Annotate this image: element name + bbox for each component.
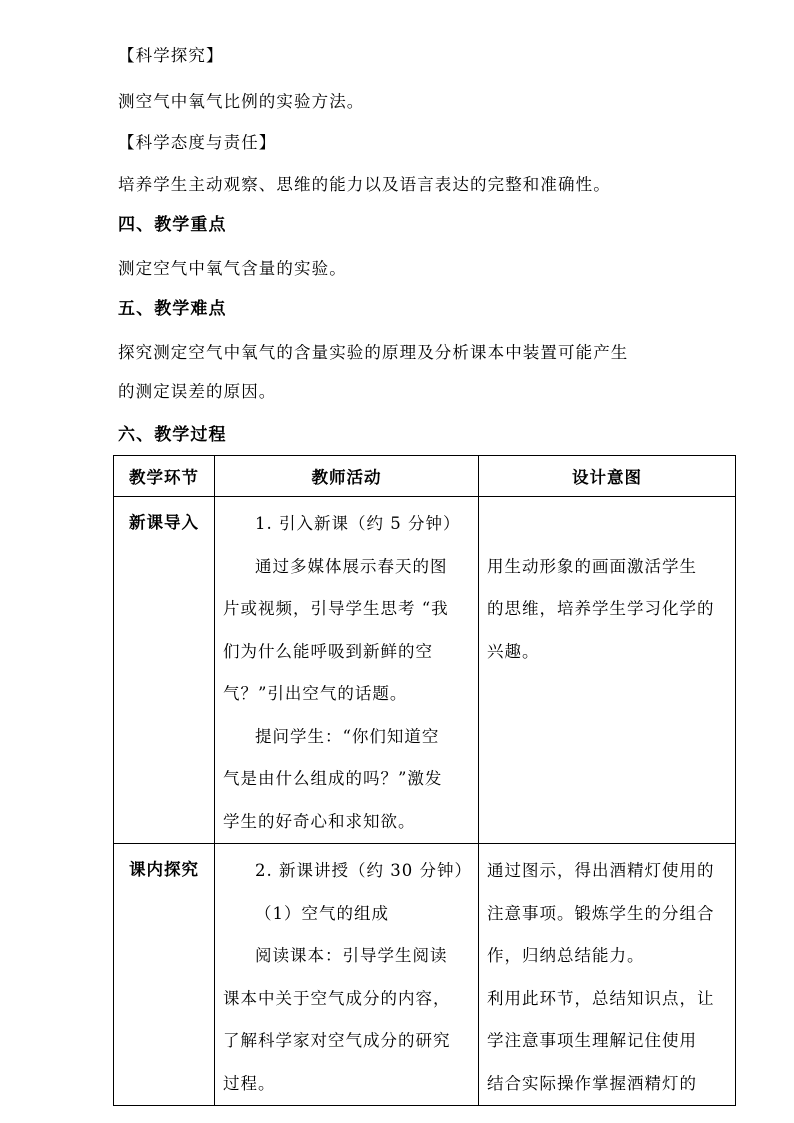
science-attitude-text: 培养学生主动观察、思维的能力以及语言表达的完整和准确性。 (118, 175, 611, 194)
process-heading: 六、教学过程 (118, 425, 227, 445)
intent-line: 作，归纳总结能力。 (487, 946, 645, 965)
intent-line: 通过图示，得出酒精灯使用的 (487, 861, 715, 880)
intent-line: 学注意事项生理解记住使用 (487, 1031, 697, 1050)
teaching-process-table (113, 455, 736, 1106)
activity-line: 了解科学家对空气成分的研究 (223, 1031, 451, 1050)
activity-line: 过程。 (223, 1073, 276, 1093)
table-row (114, 497, 736, 844)
activity-line: 气是由什么组成的吗？”激发 (223, 769, 443, 788)
activity-line: 们为什么能呼吸到新鲜的空 (223, 641, 433, 661)
header-stage: 教学环节 (114, 456, 215, 497)
intent-line: 兴趣。 (487, 641, 540, 661)
intent-line: 结合实际操作掌握酒精灯的 (487, 1073, 697, 1093)
difficulty-heading: 五、教学难点 (118, 299, 227, 319)
key-point-text: 测定空气中氧气含量的实验。 (118, 259, 347, 278)
intent-line: 利用此环节，总结知识点，让 (487, 988, 715, 1008)
intent-line: 注意事项。锻炼学生的分组合 (487, 903, 715, 923)
science-inquiry-heading: 【科学探究】 (118, 46, 224, 65)
difficulty-text-line-1: 探究测定空气中氧气的含量实验的原理及分析课本中装置可能产生 (118, 343, 629, 362)
difficulty-text-line-2: 的测定误差的原因。 (118, 382, 277, 401)
design-intent-cell (479, 844, 736, 1106)
intent-line (487, 503, 727, 546)
activity-line: 课本中关于空气成分的内容， (223, 988, 451, 1008)
activity-line: 2. 新课讲授（约 30 分钟） (255, 861, 472, 880)
activity-line: 片或视频，引导学生思考 “我 (223, 599, 449, 618)
activity-line: 1. 引入新课（约 5 分钟） (255, 514, 461, 533)
teacher-activity-cell (215, 844, 479, 1106)
activity-line: 阅读课本：引导学生阅读 (255, 946, 448, 965)
table-row (114, 844, 736, 1106)
design-intent-cell (479, 497, 736, 844)
activity-line: 学生的好奇心和求知欲。 (223, 811, 416, 831)
header-teacher-activity: 教师活动 (215, 456, 479, 497)
header-design-intent: 设计意图 (479, 456, 736, 497)
science-attitude-heading: 【科学态度与责任】 (118, 133, 277, 152)
activity-line: 提问学生：“你们知道空 (255, 726, 440, 746)
activity-line: 气？”引出空气的话题。 (223, 684, 408, 703)
intent-line: 用生动形象的画面激活学生 (487, 556, 697, 576)
activity-line: （1）空气的组成 (255, 903, 389, 923)
intent-line: 的思维，培养学生学习化学的 (487, 599, 715, 618)
stage-cell: 课内探究 (114, 844, 215, 1106)
table-header-row (114, 456, 736, 497)
teacher-activity-cell (215, 497, 479, 844)
key-point-heading: 四、教学重点 (118, 215, 227, 235)
activity-line: 通过多媒体展示春天的图 (255, 556, 448, 576)
stage-cell: 新课导入 (114, 497, 215, 844)
science-inquiry-text: 测空气中氧气比例的实验方法。 (118, 92, 365, 111)
